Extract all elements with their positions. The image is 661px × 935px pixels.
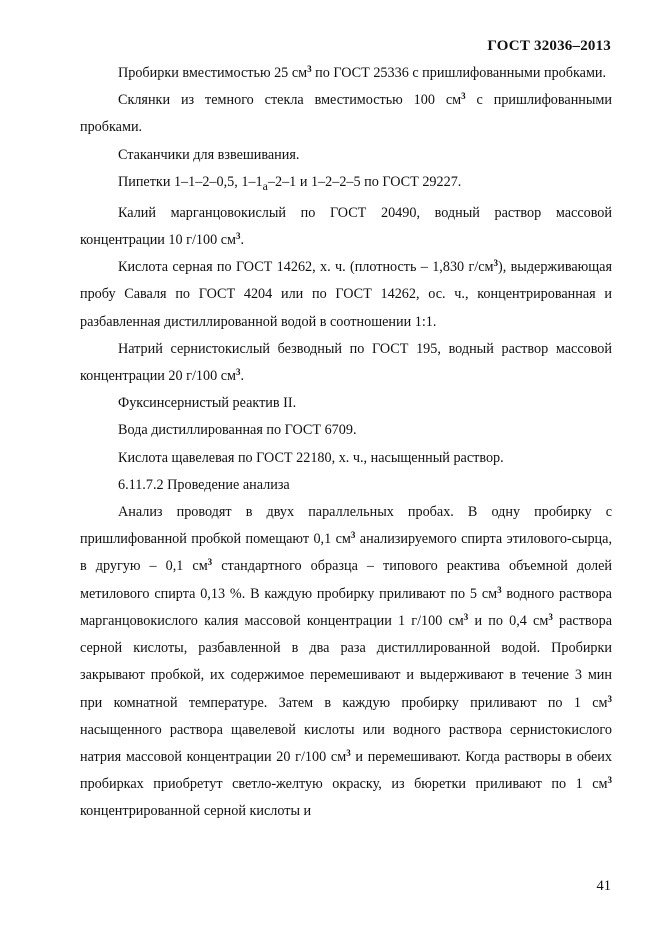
paragraph: Анализ проводят в двух параллельных пробах. В одну пробирку с пришлифованной пробкой помещают 0,1 $см^3$ анализируемого спирта этилового-сырца, в другую – 0,1 $см^3$ стандартного образца – типового реактива объемной долей метилового спирта 0,13 %. В каждую пробирку приливают по 5 $см^3$ водного раствора марганцовокислого калия массовой концентрации 1 г/100 $см^3$ и по 0,4 $см^3$ раствора серной кислоты, разбавленной в два раза дистиллированной водой. Пробирки закрывают пробкой, их содержимое перемешивают и выдерживают в течение 3 мин при комнатной температуре. Затем в каждую пробирку приливают по 1 $см^3$ насыщенного раствора щавелевой кислоты или водного раствора сернистокислого натрия массовой концентрации 20 г/100 $см^3$ и перемешивают. Когда растворы в обеих пробирках приобретут светло-желтую окраску, из бюретки приливают по 1 $см^3$ концентрированной серной кислоты и: [80, 504, 612, 820]
superscript: 3: [607, 693, 612, 704]
paragraph: Пробирки вместимостью 25 $см^3$ по ГОСТ 25336 с пришлифованными пробками.: [118, 64, 607, 81]
superscript: 3: [307, 64, 312, 74]
paragraph: Пипетки 1–1–2–0,5, $1-1_а-2-1$ и 1–2–2–5 по ГОСТ 29227.: [118, 173, 462, 193]
page-number: 41: [596, 878, 611, 894]
superscript: 3: [493, 258, 498, 269]
superscript: 3: [207, 557, 213, 568]
superscript: 3: [350, 530, 356, 541]
paragraph: Склянки из темного стекла вместимостью 100 $см^3$ с пришлифованными пробками.: [80, 91, 612, 136]
superscript: 3: [346, 747, 351, 758]
paragraph: Фуксинсернистый реактив II.: [118, 395, 297, 412]
paragraph: Кислота серная по ГОСТ 14262, х. ч. (плотность – 1,830 $г/см^3$), выдерживающая пробу Саваля по ГОСТ 4204 или по ГОСТ 14262, ос. ч., концентрированная и разбавленная дистиллированной водой в соотношении 1:1.: [80, 258, 612, 330]
paragraph: Стаканчики для взвешивания.: [118, 146, 300, 163]
section-heading: 6.11.7.2 Проведение анализа: [118, 476, 290, 493]
superscript: 3: [236, 231, 241, 242]
superscript: 3: [607, 775, 612, 786]
paragraph: Вода дистиллированная по ГОСТ 6709.: [118, 422, 357, 439]
paragraph: Кислота щавелевая по ГОСТ 22180, х. ч., насыщенный раствор.: [118, 449, 504, 466]
paragraph: Натрий сернистокислый безводный по ГОСТ 195, водный раствор массовой концентрации 20 г/100 $см^3$.: [80, 340, 612, 385]
superscript: 3: [463, 611, 469, 622]
superscript: 3: [236, 367, 241, 378]
superscript: 3: [548, 611, 553, 622]
paragraph: Калий марганцовокислый по ГОСТ 20490, водный раствор массовой концентрации 10 г/100 $см^3$.: [80, 204, 612, 249]
superscript: 3: [497, 584, 502, 595]
superscript: 3: [461, 91, 466, 102]
document-header: ГОСТ 32036–2013: [487, 38, 611, 54]
document-body: [80, 60, 612, 826]
subscript: а: [262, 178, 268, 193]
